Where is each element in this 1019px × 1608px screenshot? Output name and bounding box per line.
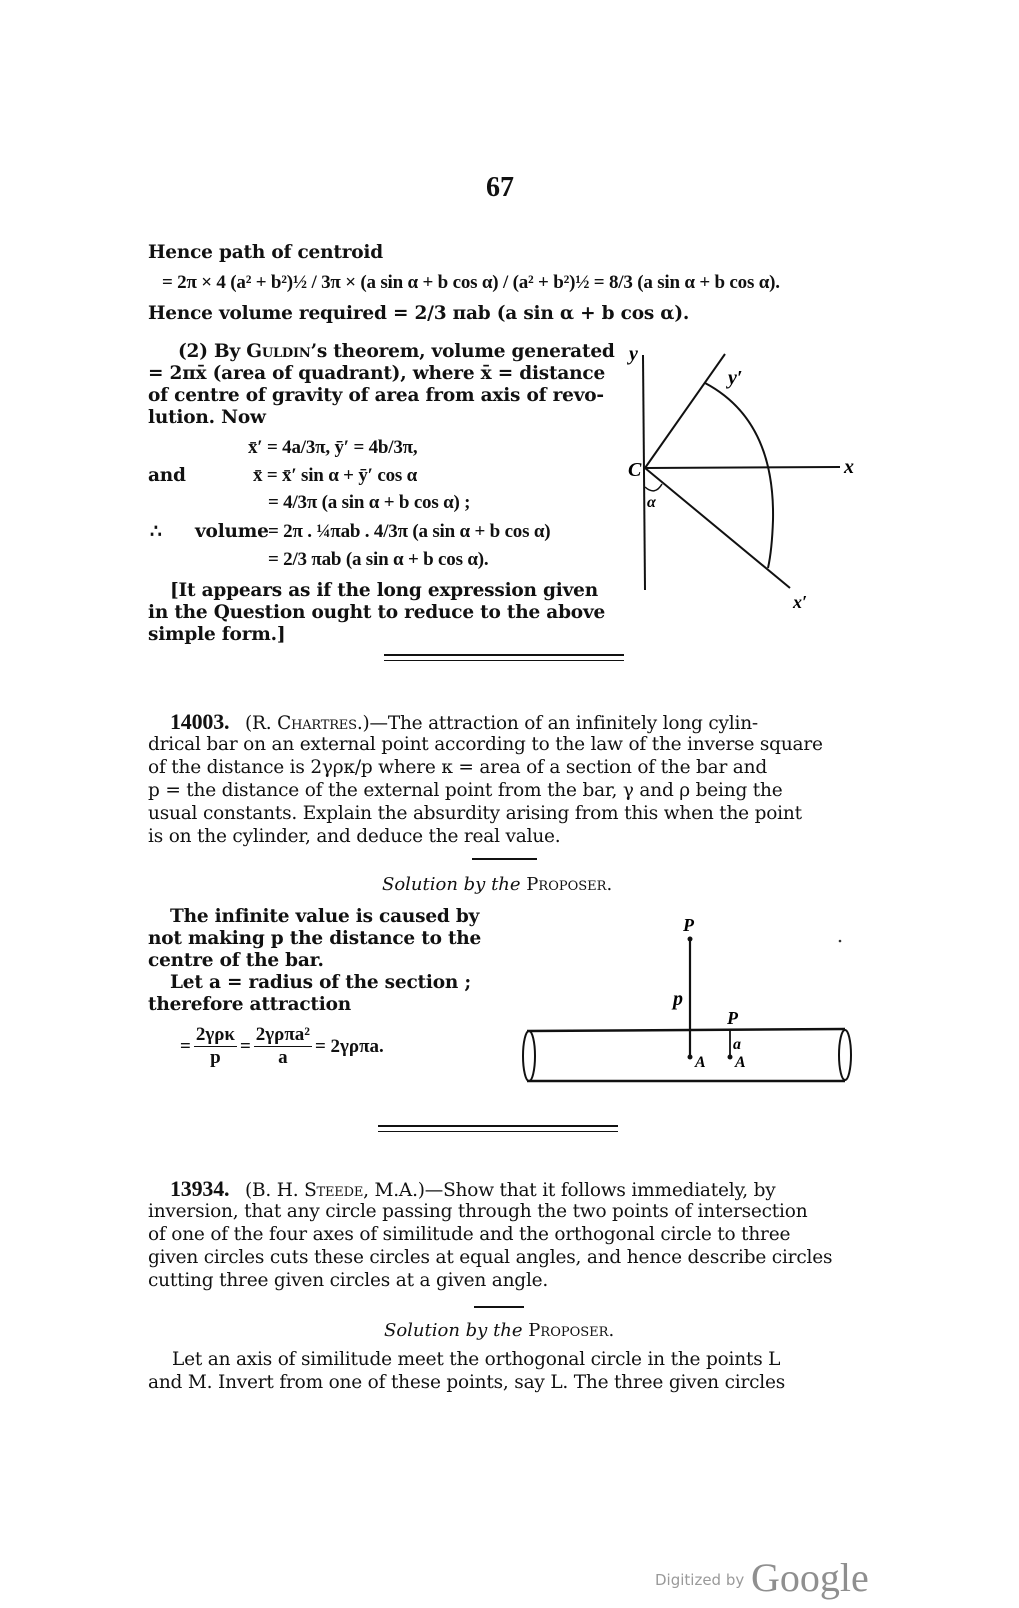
question-number: 14003. xyxy=(170,709,230,734)
label-p-distance: p xyxy=(673,988,683,1010)
note-line3: simple form.] xyxy=(148,624,286,645)
label-c: C xyxy=(628,459,642,481)
solution-text-line: not making p the distance to the xyxy=(148,928,482,949)
question-text-line: given circles cuts these circles at equal angles, and hence describe circles xyxy=(148,1247,833,1268)
question-text-line: is on the cylinder, and deduce the real value. xyxy=(148,826,561,847)
point-p xyxy=(688,937,693,942)
text-line: Hence path of centroid xyxy=(148,242,383,263)
therefore-symbol: ∴ xyxy=(150,521,162,542)
author-name-guldin: Guldin xyxy=(246,341,311,362)
question-14003-header xyxy=(170,711,758,735)
text-line: of centre of gravity of area from axis of revo- xyxy=(148,385,604,406)
solution-text-line: and M. Invert from one of these points, say L. The three given circles xyxy=(148,1372,786,1393)
short-divider xyxy=(472,858,537,860)
period: . xyxy=(606,874,613,895)
x-axis-line xyxy=(645,467,840,468)
volume-label: volume xyxy=(195,521,269,542)
text: (B. H. xyxy=(245,1180,305,1201)
label-a-right: A xyxy=(735,1054,746,1071)
y-prime-axis-line xyxy=(645,354,725,468)
text-volume-required: Hence volume required = 2/3 πab (a sin α + b cos α). xyxy=(148,303,690,324)
quadrant-arc xyxy=(705,383,773,568)
equation-volume: = 2π . ¼πab . 4/3π (a sin α + b cos α) xyxy=(268,521,551,542)
fraction-1 xyxy=(194,1024,237,1069)
question-text-line: drical bar on an external point according to the law of the inverse square xyxy=(148,734,823,755)
label-x-prime: x′ xyxy=(793,592,808,610)
text: .)— xyxy=(356,713,388,734)
text: The attraction of an infinitely long cylin- xyxy=(387,713,758,734)
solution-label: Solution by the xyxy=(382,874,521,895)
text: (2) By xyxy=(178,341,247,362)
guldin-paragraph-line1 xyxy=(178,341,615,363)
label-p-surface: P xyxy=(727,1008,738,1028)
equation-x-bar: x̄ = x̄′ sin α + ȳ′ cos α xyxy=(253,465,418,486)
equation-result: = 2γρπa. xyxy=(314,1035,384,1057)
section-divider-bottom xyxy=(384,660,624,661)
solution-text-line: Let an axis of similitude meet the orthogonal circle in the points L xyxy=(172,1349,781,1370)
solution-label: Solution by the xyxy=(384,1320,523,1341)
question-13934-header xyxy=(170,1178,776,1202)
text-line: lution. Now xyxy=(148,407,266,428)
fraction-1-numerator: 2γρκ xyxy=(195,1024,235,1045)
note-line1: [It appears as if the long expression given xyxy=(170,580,598,601)
solution-heading xyxy=(384,1320,614,1341)
equation-path-of-centroid: = 2π × 4 (a² + b²)½ / 3π × (a sin α + b cos α) / (a² + b²)½ = 8/3 (a sin α + b cos α). xyxy=(162,272,780,293)
cylinder-left-end xyxy=(523,1031,535,1081)
point-a-left xyxy=(688,1055,693,1060)
equals-sign: = xyxy=(180,1035,191,1057)
period: . xyxy=(608,1320,615,1341)
solution-heading xyxy=(382,874,612,895)
watermark-prefix: Digitized by xyxy=(655,1571,745,1589)
question-text-line: of one of the four axes of similitude and the orthogonal circle to three xyxy=(148,1224,791,1245)
question-text-line: of the distance is 2γρκ/p where κ = area of a section of the bar and xyxy=(148,757,767,778)
and-label: and xyxy=(148,465,186,486)
question-text-line: inversion, that any circle passing through the two points of intersection xyxy=(148,1201,808,1222)
attraction-equation xyxy=(180,1024,384,1069)
cylinder-bar-diagram xyxy=(515,905,860,1085)
angle-alpha-arc xyxy=(645,484,662,491)
fraction-2-denominator: a xyxy=(278,1047,288,1068)
quadrant-diagram xyxy=(600,340,860,610)
page-number: 67 xyxy=(486,172,514,203)
label-y: y xyxy=(629,343,638,365)
label-a-left: A xyxy=(695,1054,706,1071)
text-line: = 2πx̄ (area of quadrant), where x̄ = distance xyxy=(148,363,606,384)
x-prime-axis-line xyxy=(645,468,790,588)
text: (R. xyxy=(245,713,278,734)
fraction-2-numerator: 2γρπa² xyxy=(255,1024,310,1045)
google-logo-text: Google xyxy=(751,1555,869,1600)
fraction-1-denominator: p xyxy=(210,1047,221,1068)
equals-sign: = xyxy=(239,1035,251,1057)
y-axis-line xyxy=(643,355,645,590)
text: , M.A.)— xyxy=(363,1180,444,1201)
label-p-top: P xyxy=(683,915,694,935)
question-text-line: usual constants. Explain the absurdity arising from this when the point xyxy=(148,803,802,824)
solution-author: Proposer xyxy=(528,1320,609,1341)
cylinder-top-edge xyxy=(527,1029,845,1031)
solution-text-line: centre of the bar. xyxy=(148,950,324,971)
question-text-line: cutting three given circles at a given angle. xyxy=(148,1270,549,1291)
solution-text-line: therefore attraction xyxy=(148,994,351,1015)
label-a-radius: a xyxy=(733,1036,741,1053)
short-divider xyxy=(474,1306,524,1308)
label-x: x xyxy=(844,456,854,478)
label-alpha: α xyxy=(647,494,656,511)
question-text-line: p = the distance of the external point from the bar, γ and ρ being the xyxy=(148,780,783,801)
stray-dot xyxy=(839,940,842,943)
solution-text-line: Let a = radius of the section ; xyxy=(170,972,471,993)
solution-author: Proposer xyxy=(526,874,607,895)
cylinder-right-end xyxy=(839,1030,851,1080)
section-divider-top xyxy=(384,654,624,656)
author-name: Chartres xyxy=(277,713,357,734)
label-y-prime: y′ xyxy=(728,367,743,389)
text: Show that it follows immediately, by xyxy=(443,1180,776,1201)
digitized-by-google-watermark xyxy=(655,1554,869,1601)
solution-text-line: The infinite value is caused by xyxy=(170,906,480,927)
point-a-right xyxy=(728,1055,733,1060)
fraction-2 xyxy=(254,1024,312,1069)
question-number: 13934. xyxy=(170,1176,230,1201)
note-line2: in the Question ought to reduce to the above xyxy=(148,602,606,623)
section-divider-bottom xyxy=(378,1131,618,1132)
equation-centroid-coordinates: x̄′ = 4a/3π, ȳ′ = 4b/3π, xyxy=(248,437,418,458)
equation-line: = 4/3π (a sin α + b cos α) ; xyxy=(268,492,471,513)
section-divider-top xyxy=(378,1125,618,1127)
equation-volume-result: = 2/3 πab (a sin α + b cos α). xyxy=(268,549,489,570)
text: ’s theorem, volume generated xyxy=(310,341,615,362)
author-name: Steede xyxy=(304,1180,364,1201)
